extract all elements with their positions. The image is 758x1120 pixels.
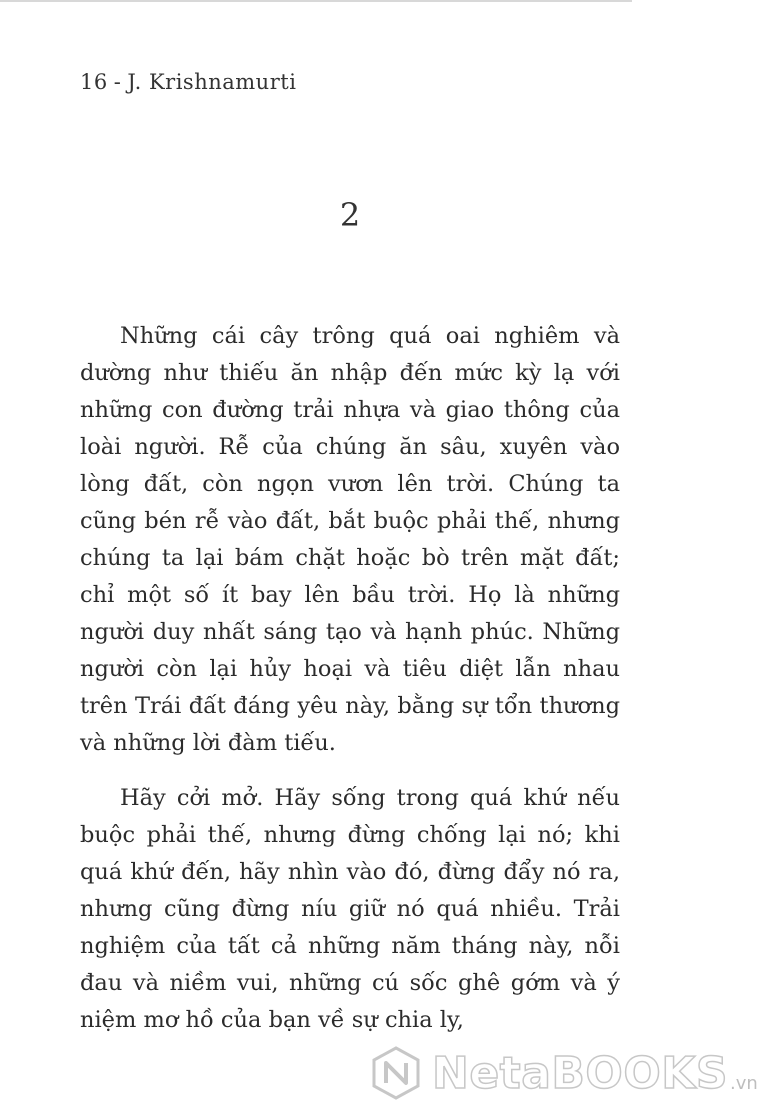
netabooks-logo-icon: [368, 1045, 424, 1101]
running-head: [80, 70, 296, 94]
watermark: [368, 1038, 758, 1108]
body-text: [80, 318, 620, 1039]
header-separator: -: [113, 70, 122, 94]
paragraph-2: Hãy cởi mở. Hãy sống trong quá khứ nếu buộc phải thế, nhưng đừng chống lại nó; khi quá khứ đến, hãy nhìn vào đó, đừng đẩy nó ra, nhưng cũng đừng níu giữ nó quá nhiều. Trải nghiệm của tất cả những năm tháng này, nỗi đau và niềm vui, những cú sốc ghê gớm và ý niệm mơ hồ của bạn về sự chia ly,: [80, 785, 620, 1033]
paragraph-1: Những cái cây trông quá oai nghiêm và dường như thiếu ăn nhập đến mức kỳ lạ với những con đường trải nhựa và giao thông của loài người. Rễ của chúng ăn sâu, xuyên vào lòng đất, còn ngọn vươn lên trời. Chúng ta cũng bén rễ vào đất, bắt buộc phải thế, nhưng chúng ta lại bám chặt hoặc bò trên mặt đất; chỉ một số ít bay lên bầu trời. Họ là những người duy nhất sáng tạo và hạnh phúc. Những người còn lại hủy hoại và tiêu diệt lẫn nhau trên Trái đất đáng yêu này, bằng sự tổn thương và những lời đàm tiếu.: [80, 323, 620, 756]
chapter-number: 2: [339, 196, 361, 234]
top-rule: [0, 0, 632, 2]
author-name: J. Krishnamurti: [127, 70, 297, 94]
watermark-tld: .vn: [730, 1073, 758, 1094]
watermark-brand: NetaBOOKS: [432, 1047, 729, 1099]
page-number: 16: [80, 70, 108, 94]
